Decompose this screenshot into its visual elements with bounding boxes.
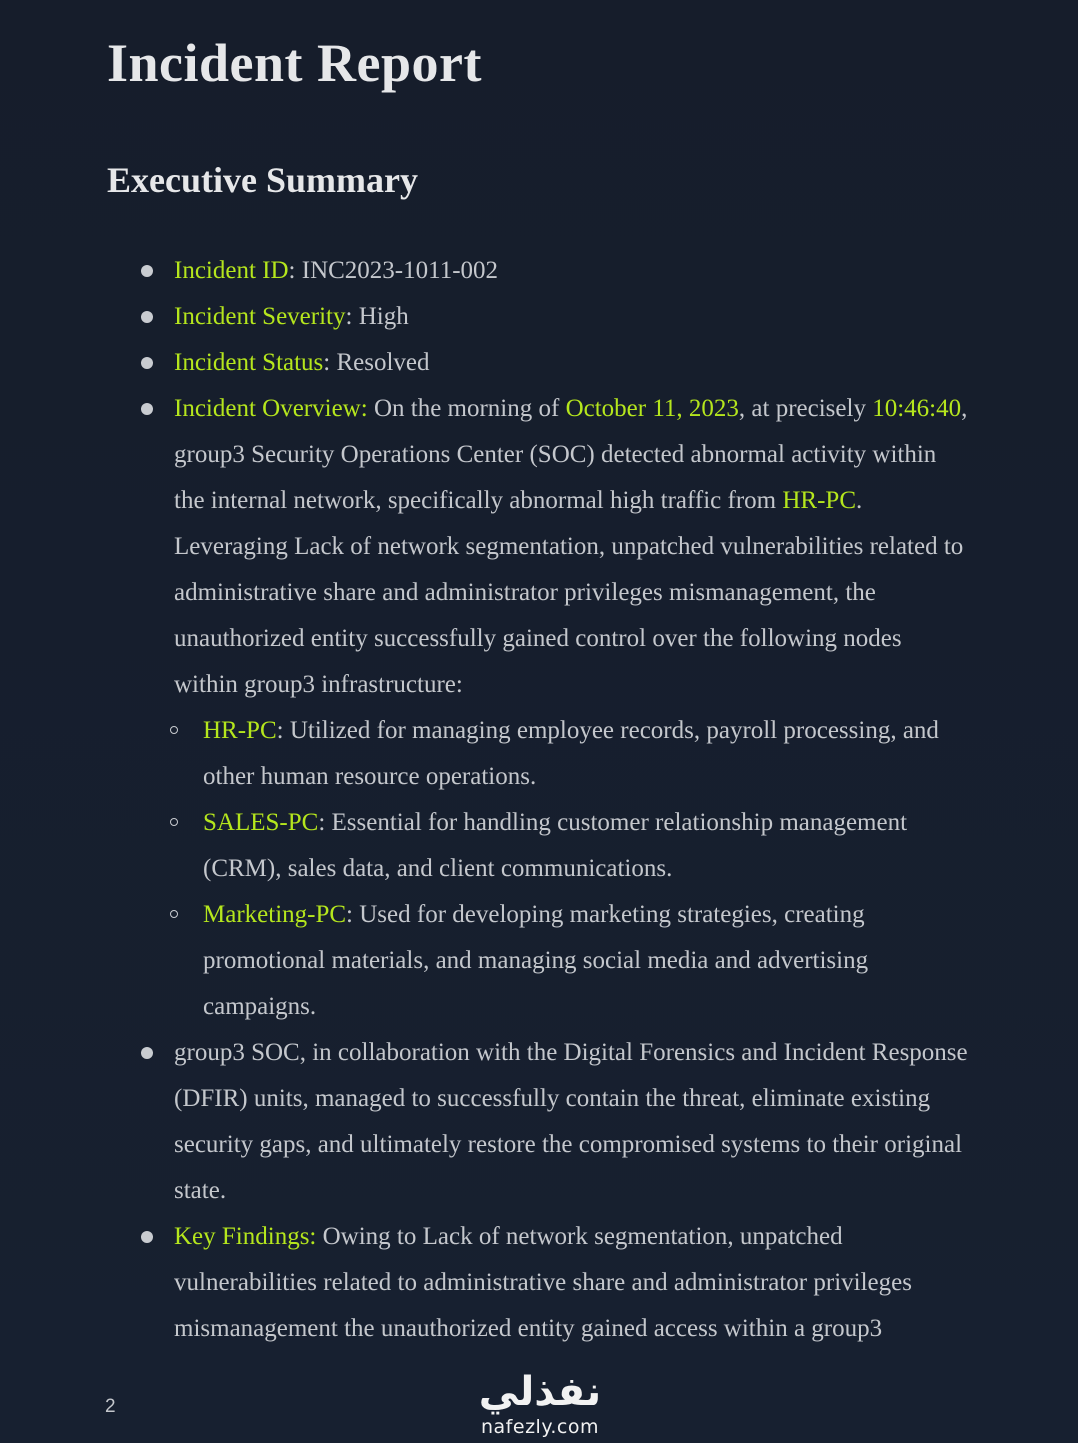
overview-time: 10:46:40 — [872, 395, 962, 422]
bullet-icon — [141, 311, 153, 323]
status-value: Resolved — [336, 349, 430, 376]
severity-value: High — [358, 303, 409, 330]
node-description: : Used for developing marketing strategies, creating promotional materials, and managing social media and advertising campaigns. — [203, 901, 869, 1020]
section-heading-executive-summary: Executive Summary — [107, 160, 418, 200]
watermark-arabic-text: نفذلي — [478, 1369, 602, 1415]
list-item-containment — [0, 1030, 1078, 1214]
list-item-node — [174, 892, 968, 1030]
severity-label: Incident Severity — [174, 303, 346, 330]
node-name: SALES-PC — [203, 809, 319, 836]
hollow-bullet-icon — [170, 726, 178, 734]
severity-separator: : — [345, 303, 359, 330]
incident-id-value: INC2023-1011-002 — [301, 257, 499, 284]
list-item-status — [0, 340, 1078, 386]
bullet-icon — [141, 403, 153, 415]
overview-text-2: , at precisely — [738, 395, 873, 422]
status-label: Incident Status — [174, 349, 324, 376]
key-findings-text: Owing to Lack of network segmentation, unpatched vulnerabilities related to administrative share and administrator privileges mismanagement the unauthorized entity gained access within a group3 — [174, 1223, 912, 1342]
incident-id-label: Incident ID — [174, 257, 289, 284]
list-item-severity — [0, 294, 1078, 340]
hollow-bullet-icon — [170, 910, 178, 918]
overview-text-3: , group3 Security Operations Center (SOC) detected abnormal activity within the internal network, specifically abnormal high traffic from — [174, 395, 968, 514]
bullet-icon — [141, 1047, 153, 1059]
overview-text-1: On the morning of — [367, 395, 566, 422]
bullet-icon — [141, 357, 153, 369]
list-item-incident-id — [0, 248, 1078, 294]
executive-summary-content — [0, 248, 1078, 1352]
overview-date: October 11, 2023 — [565, 395, 739, 422]
list-item-node — [174, 708, 968, 800]
incident-id-separator: : — [288, 257, 302, 284]
node-description: : Essential for handling customer relationship management (CRM), sales data, and client communications. — [203, 809, 908, 882]
status-separator: : — [323, 349, 337, 376]
compromised-nodes-list — [174, 708, 968, 1030]
node-name: Marketing-PC — [203, 901, 347, 928]
list-item-node — [174, 800, 968, 892]
key-findings-label: Key Findings: — [174, 1223, 317, 1250]
watermark-url-text: nafezly.com — [481, 1416, 599, 1438]
summary-list — [0, 248, 1078, 1352]
bullet-icon — [141, 265, 153, 277]
overview-text-4: . Leveraging Lack of network segmentation, unpatched vulnerabilities related to administrative share and administrator privileges mismanagement, the unauthorized entity successfully gained control over the following nodes within group3 infrastructure: — [174, 487, 964, 698]
page-number: 2 — [105, 1396, 116, 1417]
node-description: : Utilized for managing employee records, payroll processing, and other human resource operations. — [203, 717, 939, 790]
watermark-logo — [470, 1368, 610, 1443]
overview-host: HR-PC — [782, 487, 856, 514]
list-item-key-findings — [0, 1214, 1078, 1352]
node-name: HR-PC — [203, 717, 277, 744]
bullet-icon — [141, 1231, 153, 1243]
containment-text: group3 SOC, in collaboration with the Digital Forensics and Incident Response (DFIR) units, managed to successfully contain the threat, eliminate existing security gaps, and ultimately restore the compromised systems to their original state. — [174, 1039, 968, 1204]
list-item-overview — [0, 386, 1078, 1030]
page-title: Incident Report — [107, 33, 482, 93]
overview-label: Incident Overview: — [174, 395, 368, 422]
hollow-bullet-icon — [170, 818, 178, 826]
